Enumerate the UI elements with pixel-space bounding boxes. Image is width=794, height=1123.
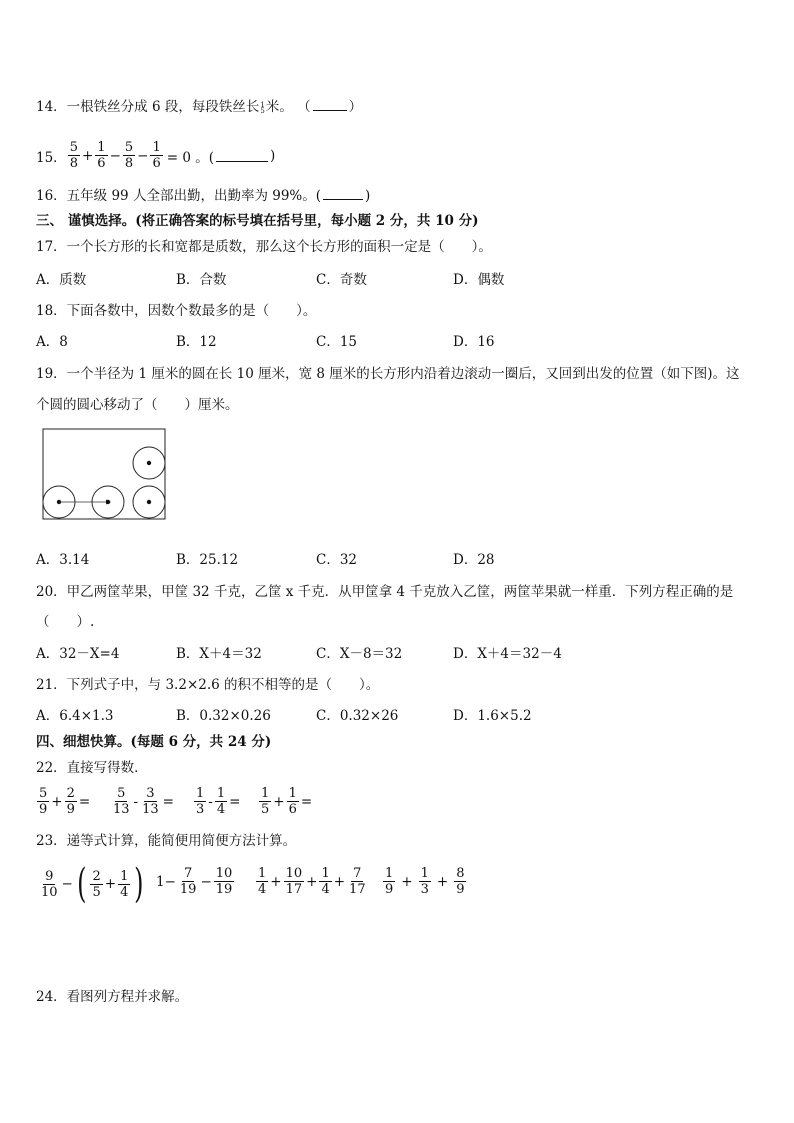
q14-text-b: 米。 （ — [265, 99, 311, 115]
q21-option-d[interactable]: D．1.6×5.2 — [453, 708, 532, 724]
frac-den: 13 — [142, 802, 159, 817]
frac-den: 3 — [196, 802, 205, 817]
frac-den: 9 — [456, 882, 465, 897]
q21-option-a[interactable]: A．6.4×1.3 — [36, 708, 114, 724]
frac-num: 10 — [215, 866, 233, 881]
frac-num: 8 — [456, 866, 465, 881]
plus-sign: + — [270, 873, 282, 890]
q15-close: ) — [270, 147, 276, 164]
frac-num: 1 — [321, 866, 330, 881]
frac-den: 4 — [216, 802, 226, 817]
plus-sign: + — [436, 873, 449, 890]
frac-den: 4 — [321, 882, 330, 897]
fraction — [319, 866, 331, 897]
plus-sign: + — [81, 147, 94, 164]
frac-num: 1 — [152, 140, 161, 155]
q14-fraction — [260, 102, 264, 114]
q17-option-b[interactable]: B．合数 — [176, 272, 227, 288]
q20-stem-2: （ ）. — [36, 614, 95, 630]
circle-corner-center — [147, 500, 151, 504]
q23-stem: 23．递等式计算，能简便用简便方法计算。 — [36, 833, 297, 849]
q16-close: ) — [365, 188, 371, 204]
q19-figure — [38, 426, 170, 522]
circle-moved-center — [106, 500, 110, 504]
q14-text: 14．一根铁丝分成 6 段，每段铁丝长 — [36, 99, 260, 115]
q22-stem: 22．直接写得数． — [36, 760, 148, 776]
frac-den: 5 — [92, 884, 101, 900]
frac-den: 17 — [349, 882, 366, 897]
fraction — [284, 866, 305, 897]
q15-line — [36, 140, 275, 171]
q18-option-a[interactable]: A．8 — [36, 334, 68, 350]
frac-num: 9 — [45, 868, 54, 884]
frac-num: 7 — [184, 866, 193, 881]
q17-stem: 17．一个长方形的长和宽都是质数，那么这个长方形的面积一定是（ ）。 — [36, 239, 492, 255]
q15-frac-4 — [150, 140, 162, 171]
equals-sign: = — [229, 793, 241, 810]
frac-den: 6 — [97, 156, 106, 171]
q24-stem: 24．看图列方程并求解。 — [36, 989, 189, 1005]
q23-expr-4 — [382, 866, 467, 897]
frac-num: 1 — [196, 786, 205, 801]
minus-sign: − — [200, 873, 212, 890]
q20-option-a[interactable]: A．32－X=4 — [36, 646, 120, 662]
frac-den: 8 — [69, 156, 78, 171]
frac-num: 5 — [39, 786, 48, 801]
q14-frac-num: 1 — [260, 100, 265, 109]
frac-den: 4 — [120, 884, 129, 900]
fraction — [259, 786, 271, 817]
minus-sign: − — [109, 147, 121, 164]
q18-option-c[interactable]: C．15 — [316, 334, 358, 350]
q21-stem: 21．下列式子中，与 3.2×2.6 的积不相等的是（ ）。 — [36, 677, 380, 693]
q20-stem-1: 20．甲乙两筐苹果，甲筐 32 千克，乙筐 x 千克．从甲筐拿 4 千克放入乙筐，两筐苹果就一样重．下列方程正确的是 — [36, 584, 734, 600]
fraction — [287, 786, 299, 817]
q19-option-d[interactable]: D．28 — [453, 552, 495, 568]
q18-option-d[interactable]: D．16 — [453, 334, 495, 350]
frac-den: 5 — [261, 802, 270, 817]
right-paren: ) — [134, 861, 144, 907]
frac-num: 1 — [261, 786, 270, 801]
one-minus: 1− — [156, 873, 176, 890]
frac-den: 6 — [288, 802, 297, 817]
q23-expr-2 — [155, 866, 235, 897]
q21-option-c[interactable]: C．0.32×26 — [316, 708, 399, 724]
fraction — [111, 786, 132, 817]
fraction — [419, 866, 431, 897]
frac-num: 10 — [285, 866, 303, 881]
fraction — [65, 786, 77, 817]
q19-option-b[interactable]: B．25.12 — [176, 552, 239, 568]
frac-den: 4 — [258, 882, 267, 897]
q18-stem: 18．下面各数中，因数个数最多的是（ ）。 — [36, 303, 317, 319]
q15-frac-2 — [95, 140, 107, 171]
section-4-title: 四、细想快算。(每题 6 分，共 24 分) — [36, 734, 272, 750]
q16-line — [36, 187, 370, 205]
fraction — [383, 866, 395, 897]
frac-num: 1 — [97, 140, 106, 155]
plus-sign: + — [306, 873, 318, 890]
q16-answer-blank[interactable] — [323, 187, 363, 200]
frac-den: 13 — [113, 802, 130, 817]
q17-option-a[interactable]: A．质数 — [36, 272, 87, 288]
q14-frac-den: 5 — [260, 106, 265, 115]
fraction — [214, 866, 235, 897]
frac-num: 1 — [420, 866, 429, 881]
q19-option-a[interactable]: A．3.14 — [36, 552, 90, 568]
fraction — [90, 869, 102, 900]
q17-option-c[interactable]: C．奇数 — [316, 272, 367, 288]
q19-stem-2: 个圆的圆心移动了（ ）厘米。 — [36, 397, 239, 413]
q18-option-b[interactable]: B．12 — [176, 334, 217, 350]
section-3-title: 三、 谨慎选择。(将正确答案的标号填在括号里，每小题 2 分，共 10 分) — [36, 213, 479, 229]
q20-option-c[interactable]: C．X－8＝32 — [316, 646, 403, 662]
frac-num: 1 — [385, 866, 394, 881]
frac-den: 10 — [41, 884, 58, 900]
q15-tail: = 0 。( — [166, 149, 214, 166]
operator: - — [208, 793, 213, 810]
fraction — [39, 869, 60, 900]
fraction — [347, 866, 368, 897]
equals-sign: = — [300, 793, 313, 810]
q23-expr-3 — [255, 866, 369, 897]
frac-num: 1 — [216, 786, 226, 801]
fraction — [256, 866, 268, 897]
fraction — [37, 786, 49, 817]
q20-option-b[interactable]: B．X＋4＝32 — [176, 646, 262, 662]
frac-den: 9 — [66, 802, 75, 817]
frac-den: 8 — [124, 156, 134, 171]
frac-den: 3 — [420, 882, 429, 897]
frac-num: 5 — [117, 786, 126, 801]
fraction — [118, 869, 130, 900]
q22-expr-3 — [193, 786, 241, 817]
frac-num: 5 — [69, 140, 78, 155]
q16-text: 16．五年级 99 人全部出勤，出勤率为 99%。( — [36, 188, 322, 204]
q14-close: ） — [348, 99, 363, 115]
q22-expr-4 — [258, 786, 313, 817]
q17-option-d[interactable]: D．偶数 — [453, 272, 505, 288]
frac-num: 2 — [92, 868, 101, 884]
q14-answer-blank[interactable] — [313, 98, 347, 111]
q23-expr-1 — [38, 861, 147, 907]
q15-number: 15． — [36, 149, 67, 166]
rectangle-outline — [43, 429, 165, 519]
fraction — [140, 786, 161, 817]
frac-num: 2 — [66, 786, 75, 801]
q15-frac-1 — [68, 140, 80, 171]
frac-den: 9 — [385, 882, 394, 897]
equals-sign: = — [162, 793, 174, 810]
plus-sign: + — [401, 873, 413, 890]
operator: - — [133, 793, 139, 810]
frac-den: 6 — [152, 156, 161, 171]
frac-num: 1 — [288, 786, 297, 801]
q15-answer-blank[interactable] — [216, 149, 268, 162]
frac-num: 1 — [258, 866, 267, 881]
frac-den: 17 — [285, 882, 303, 897]
left-paren: ( — [76, 861, 87, 907]
minus-sign: − — [61, 876, 73, 892]
q22-expr-1 — [36, 786, 91, 817]
fraction — [454, 866, 466, 897]
frac-num: 5 — [124, 140, 134, 155]
minus-sign: − — [137, 147, 149, 164]
q15-frac-3 — [123, 140, 135, 171]
frac-den: 19 — [179, 882, 197, 897]
frac-num: 3 — [146, 786, 155, 801]
q20-option-d[interactable]: D．X＋4＝32－4 — [453, 646, 562, 662]
operator: + — [273, 793, 285, 810]
fraction — [215, 786, 227, 817]
q19-stem-1: 19．一个半径为 1 厘米的圆在长 10 厘米，宽 8 厘米的长方形内沿着边滚动一圈后，又回到出发的位置（如下图)。这 — [36, 366, 740, 382]
q21-option-b[interactable]: B．0.32×0.26 — [176, 708, 271, 724]
frac-num: 7 — [353, 866, 362, 881]
frac-num: 1 — [120, 868, 129, 884]
q14-line — [36, 98, 362, 116]
q22-expr-2 — [110, 786, 175, 817]
equals-sign: = — [78, 793, 91, 810]
circle-up-center — [147, 461, 151, 465]
frac-den: 19 — [215, 882, 233, 897]
frac-den: 9 — [39, 802, 48, 817]
fraction — [178, 866, 199, 897]
plus-sign: + — [333, 873, 346, 890]
q19-option-c[interactable]: C．32 — [316, 552, 358, 568]
fraction — [194, 786, 206, 817]
plus-sign: + — [104, 876, 117, 892]
operator: + — [51, 793, 63, 810]
